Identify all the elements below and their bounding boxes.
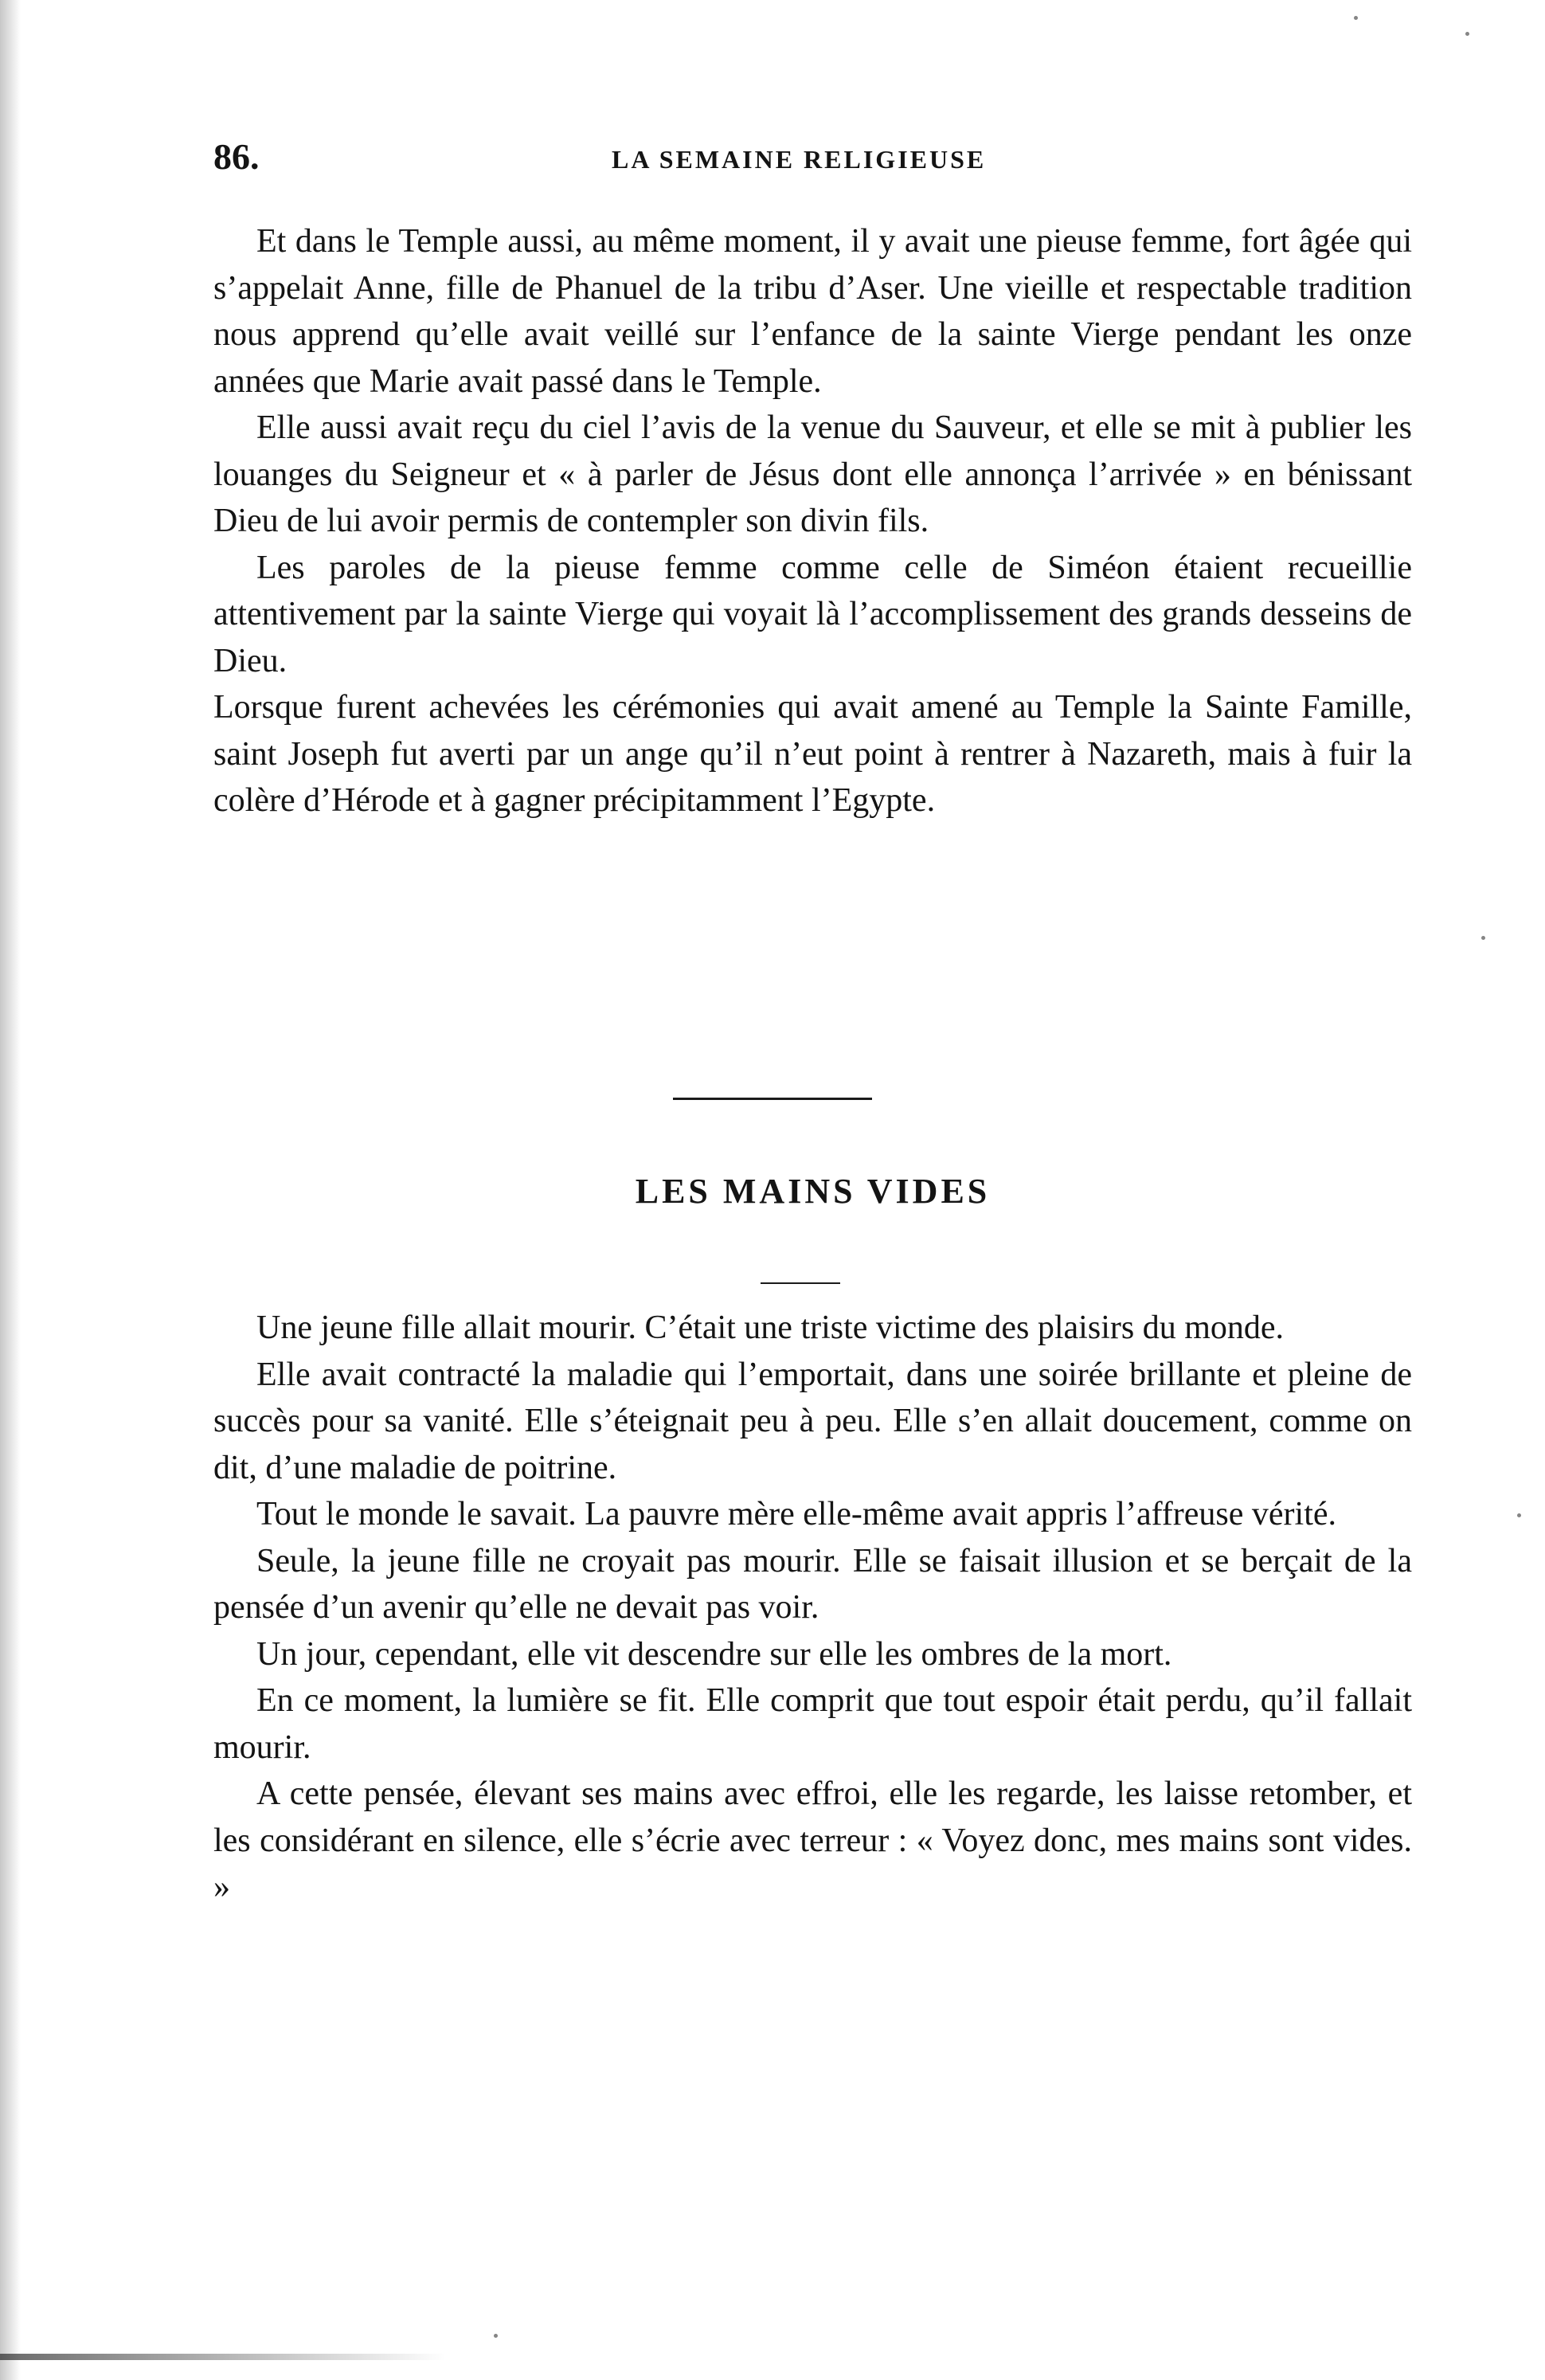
- page-number: 86.: [213, 136, 260, 177]
- paragraph: Un jour, cependant, elle vit descendre sur elle les ombres de la mort.: [256, 1635, 1172, 1673]
- scan-speck: [1517, 1513, 1521, 1517]
- paragraph: Lorsque furent achevées les cérémonies qui avait amené au Temple la Sainte Famille, saint Joseph fut averti par un ange qu’il n’eut point à rentrer à Nazareth, mais à fuir la colère d’Hérode et à gagner précipitamment l’Egypte.: [213, 689, 1412, 819]
- paragraph: En ce moment, la lumière se fit. Elle comprit que tout espoir était perdu, qu’il fallait mourir.: [213, 1682, 1412, 1766]
- paragraph: Et dans le Temple aussi, au même moment, il y avait une pieuse femme, fort âgée qui s’appelait Anne, fille de Phanuel de la tribu d’Aser. Une vieille et respectable tradition nous apprend qu’elle avait veillé sur l’enfance de la sainte Vierge pendant les onze années que Marie avait passé dans le Temple.: [213, 223, 1412, 400]
- paragraph: Tout le monde le savait. La pauvre mère elle-même avait appris l’affreuse vérité.: [256, 1496, 1337, 1533]
- paragraph: Elle avait contracté la maladie qui l’emportait, dans une soirée brillante et pleine de succès pour sa vanité. Elle s’éteignait peu à peu. Elle s’en allait doucement, comme on dit, d’une maladie de poitrine.: [213, 1356, 1412, 1486]
- section-divider: [673, 1098, 872, 1100]
- running-head: [213, 135, 1424, 191]
- paragraph: Une jeune fille allait mourir. C’était une triste victime des plaisirs du monde.: [256, 1309, 1285, 1346]
- paragraph: Elle aussi avait reçu du ciel l’avis de la venue du Sauveur, et elle se mit à publier les louanges du Seigneur et « à parler de Jésus dont elle annonça l’arrivée » en bénissant Dieu de lui avoir permis de contempler son divin fils.: [213, 409, 1412, 539]
- scan-speck: [1481, 936, 1485, 940]
- title-underline-rule: [761, 1282, 840, 1284]
- scan-shadow-left: [0, 0, 21, 2380]
- paragraph: A cette pensée, élevant ses mains avec effroi, elle les regarde, les laisse retomber, et les considérant en silence, elle s’écrie avec terreur : « Voyez donc, mes mains sont vides. »: [213, 1775, 1412, 1905]
- scan-speck: [1465, 32, 1469, 36]
- journal-title: LA SEMAINE RELIGIEUSE: [612, 145, 987, 174]
- article-title: LES MAINS VIDES: [635, 1172, 991, 1211]
- paragraph: Les paroles de la pieuse femme comme celle de Siméon étaient recueillie attentivement par la sainte Vierge qui voyait là l’accomplissement des grands desseins de Dieu.: [213, 549, 1412, 679]
- scan-smudge-bottom: [0, 2354, 446, 2360]
- paragraph: Seule, la jeune fille ne croyait pas mourir. Elle se faisait illusion et se berçait de la pensée d’un avenir qu’elle ne devait pas voir.: [213, 1542, 1412, 1626]
- scan-speck: [494, 2334, 498, 2338]
- previous-article-text: [213, 218, 1412, 824]
- scan-speck: [1354, 16, 1358, 20]
- article-text: [213, 1305, 1412, 1911]
